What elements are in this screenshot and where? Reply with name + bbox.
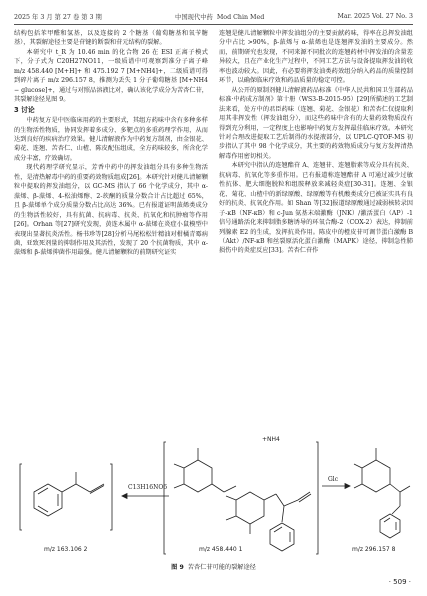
- header-journal-en: Mod Chin Med: [216, 13, 265, 21]
- arrow-left-label: C13H16NO6: [128, 484, 168, 491]
- fragment-ion-296: [354, 448, 410, 538]
- header-journal: [175, 12, 264, 21]
- header-date: Mar. 2025 Vol. 27 No. 3: [337, 12, 413, 20]
- figure-caption-label: 图 9: [171, 564, 184, 571]
- molecular-ion-458: [164, 442, 318, 554]
- paragraph: 中药复方是中医临床用药的主要形式，其组方药味中含有多种多样的生物活性物质，协同发挥着多成分、多靶点的多重药理学作用，从而达到良好的疾病治疗效果。健儿清解液作为中药复方制剂，由金银花、菊花、连翘、苦杏仁、山楂、陈皮配伍组成，全方药味较多，所含化学成分丰富，疗效确切。: [14, 117, 208, 162]
- fragmentation-scheme: [14, 434, 413, 559]
- arrow-loss-aglycone: [122, 494, 169, 499]
- fragmentation-figure: [14, 434, 413, 559]
- left-mz-label: m/z 163.106 2: [44, 546, 88, 553]
- fragment-ion-163: [20, 464, 112, 530]
- left-column: [14, 29, 208, 258]
- figure-caption: [0, 562, 427, 571]
- page-number: · 509 ·: [388, 578, 411, 586]
- arrow-right-label: Glc: [328, 476, 339, 483]
- paragraph: 结构包括苯甲醛和氢基，以及连接的 2 个糖基（葡萄糖基和氧苄糖基），其裂解途径主要是苷键的断裂和苷元结构的裂解。: [14, 30, 208, 47]
- header-journal-cn: 中国现代中药: [175, 13, 213, 21]
- section-title: 3 讨论: [14, 105, 35, 114]
- middle-mz-label: m/z 458.440 1: [199, 546, 243, 553]
- header-issue: 2025 年 3 月 第 27 卷 第 3 期: [14, 13, 102, 21]
- right-column: [219, 29, 413, 256]
- header-rule: [14, 24, 413, 25]
- arrow-loss-glucose: [322, 484, 350, 489]
- ammonium-label: +NH4: [262, 436, 280, 443]
- figure-caption-text: 苦杏仁苷可能的裂解途径: [187, 564, 256, 571]
- paragraph: 现代药理学研究显示，芳香中药中的挥发油组分具有多种生物活性，是清热解毒中药的重要药效物质组成[26]。本研究针对健儿清解颗粒中提取的挥发油组分，以 GC-MS 指认了 66 个化学成分，其中 α-蒎烯、β-蒎烯、4-松油烯醇、2-莰酮的质量分数合计占比超过 65%，且 β-蒎烯单个成分质量分数占比高达 36%。已有报道证明蒎烯类成分的生物活性较好，具有抗菌、抗病毒、抗炎、抗氧化和抗肿瘤等作用[26]。Orhan 等[27]研究发现，黄连木属中 α-蒎烯在炎症小鼠模型中表现出显著抗炎活性。杨书珍等[28]分析马尾松松针精油对柑橘青霉病菌，亚致死剂量的抑制作用及其活性，发现了 20 个抗菌物质，其中 α-蒎烯和 β-蒎烯抑菌作用最强。健儿清解颗粒的前期研究证实: [14, 164, 208, 257]
- running-header: [14, 10, 413, 22]
- right-mz-label: m/z 296.157 8: [352, 546, 396, 553]
- paragraph: 本研究中 t_R 为 10.46 min 的化合物 26 在 ESI 正离子模式下，分子式为 C20H27NO11，一级质谱中可观察到准分子离子峰 m/z 458.440 [M+H]+ 和 475.192 7 [M+NH4]+，二级质谱可得到碎片离子 m/z 296.157 8，推测为丢失 1 分子葡萄糖基 [M+NH4 − glucose]+，通过与对照品溶液比对，确认该化学成分为苦杏仁苷，其裂解途径见图 9。: [14, 48, 208, 104]
- paragraph: 连翘是健儿清解颗粒中挥发油组分的主要贡献药味，得率在总挥发油组分中占比 >90%，β-蒎烯与 α-蒎烯也是连翘挥发油的主要成分。然而，前期研究也发现，不同来源不同批次的连翘药材中挥发油的含量差异较大，且在产业化生产过程中，不同工艺方法与设备提取挥发油的收率也波动较大。因此，有必要将挥发油类药效组分纳入药品的质量控制环节，以确保临床疗效和药品质量的稳定可控。: [219, 30, 413, 85]
- paragraph: 从公开的原制剂健儿清解液药品标准《中华人民共和国卫生部药品标准·中药成方制剂》第十册（WS3-B-2015-95）[29]所描述的工艺制法来看，处方中的君臣药味（连翘、菊花、金银花）和苦杏仁仅提取利用其非挥发性（挥发油组分），而这些药味中含有的大量药效物质没有得到充分利用，一定程度上也影响中药复方发挥最佳临床疗效。本研究针对合理改进提取工艺后制得的水提液部分，以 UPLC-QTOF-MS 初步指认了其中 98 个化学成分，其主要的药效物质成分与复方发挥清热解毒作用密切相关。: [219, 86, 413, 160]
- paragraph: 本研究中指认的连翘酯苷 A、连翘苷、连翘脂素等成分具有抗炎、抗病毒、抗氧化等多重作用。已有报道称连翘酯苷 A 可通过减少过敏性抗体、肥大细胞脱粒和组胺释放来减轻炎症[30-31]。连翘、金银花、菊花、山楂中的新绿原酸、绿原酸等有机酸类成分已被证实具有良好的抗炎、抗氧化作用。如 Shan 等[32]报道绿原酸通过减弱核转录因子-κB（NF-κB）和 c-Jun 氨基末端激酶（JNK）/激活蛋白（AP）-1 信号通路活化来抑制脂多糖诱导的环氧合酶-2（COX-2）表达，抑制前列腺素 E2 的生成，发挥抗炎作用。陈皮中的橙皮苷可调节蛋白激酶 B（Akt）/NF-κB 和丝裂原活化蛋白激酶（MAPK）途径，抑制急性肺损伤中的炎症反应[33]。苦杏仁苷作: [219, 162, 413, 255]
